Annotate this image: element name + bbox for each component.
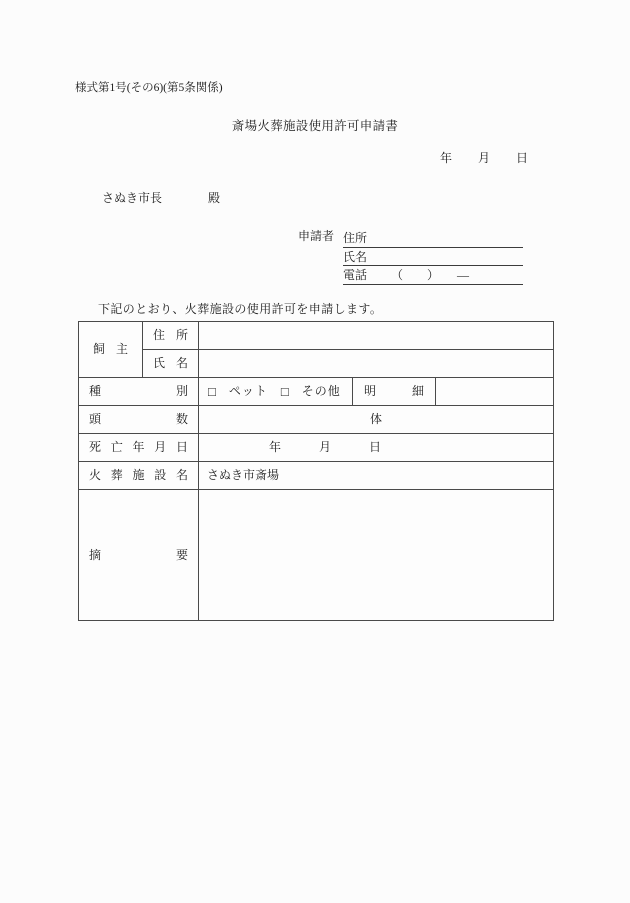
applicant-name-label: 氏名 bbox=[343, 249, 368, 264]
declaration-text: 下記のとおり、火葬施設の使用許可を申請します。 bbox=[98, 302, 383, 316]
kind-label: 種 別 bbox=[89, 384, 188, 399]
summary-label: 摘 要 bbox=[89, 547, 188, 562]
owner-label-cell bbox=[79, 322, 143, 378]
applicant-block bbox=[298, 229, 523, 285]
date-year-label: 年 bbox=[440, 151, 453, 165]
owner-name-value-cell[interactable] bbox=[199, 350, 554, 378]
kind-detail-label-cell bbox=[353, 378, 436, 406]
kind-options-cell bbox=[199, 378, 353, 406]
kind-detail-label: 明 細 bbox=[364, 384, 424, 399]
summary-value-cell[interactable] bbox=[199, 490, 554, 621]
addressee-name: さぬき市長 bbox=[102, 191, 163, 205]
kind-options bbox=[199, 384, 352, 400]
count-value-cell[interactable] bbox=[199, 406, 554, 434]
date-line bbox=[440, 151, 528, 165]
owner-name-label: 氏 名 bbox=[153, 356, 188, 371]
applicant-phone-value: （ ） — bbox=[391, 268, 470, 283]
addressee-line bbox=[102, 191, 220, 205]
applicant-address-field[interactable] bbox=[343, 229, 523, 248]
death-day-label: 日 bbox=[369, 440, 382, 455]
table-row-count bbox=[79, 406, 554, 434]
owner-name-label-cell bbox=[143, 350, 199, 378]
applicant-phone-label: 電話 bbox=[343, 268, 368, 283]
owner-label: 飼 主 bbox=[93, 342, 128, 357]
death-date-value-cell[interactable] bbox=[199, 434, 554, 462]
applicant-phone-field[interactable] bbox=[343, 266, 523, 285]
death-year-label: 年 bbox=[269, 440, 282, 455]
facility-label-cell bbox=[79, 462, 199, 490]
death-date-label: 死 亡 年 月 日 bbox=[89, 440, 188, 455]
applicant-fields bbox=[343, 229, 523, 285]
facility-label: 火 葬 施 設 名 bbox=[89, 468, 188, 483]
table-row-owner-name bbox=[79, 350, 554, 378]
table-row-summary bbox=[79, 490, 554, 621]
applicant-name-field[interactable] bbox=[343, 248, 523, 267]
date-month-label: 月 bbox=[478, 151, 491, 165]
owner-address-label: 住 所 bbox=[153, 328, 188, 343]
death-month-label: 月 bbox=[319, 440, 332, 455]
table-row-owner-address bbox=[79, 322, 554, 350]
owner-address-value-cell[interactable] bbox=[199, 322, 554, 350]
death-date-placeholders bbox=[199, 440, 553, 454]
facility-value-cell bbox=[199, 462, 554, 490]
applicant-address-label: 住所 bbox=[343, 231, 368, 246]
kind-detail-value-cell[interactable] bbox=[436, 378, 554, 406]
kind-option-pet-label: ペット bbox=[228, 384, 268, 399]
table-row-kind bbox=[79, 378, 554, 406]
page-title: 斎場火葬施設使用許可申請書 bbox=[231, 119, 399, 133]
date-day-label: 日 bbox=[516, 151, 529, 165]
death-date-label-cell bbox=[79, 434, 199, 462]
checkbox-other-icon[interactable]: □ bbox=[280, 383, 289, 399]
facility-value: さぬき市斎場 bbox=[207, 468, 280, 483]
count-label: 頭 数 bbox=[89, 412, 188, 427]
table-row-facility bbox=[79, 462, 554, 490]
checkbox-pet-icon[interactable]: □ bbox=[208, 383, 216, 399]
count-unit-label: 体 bbox=[370, 412, 383, 427]
application-table bbox=[78, 321, 554, 621]
kind-option-other-label: その他 bbox=[301, 384, 341, 399]
count-label-cell bbox=[79, 406, 199, 434]
table-row-death-date bbox=[79, 434, 554, 462]
addressee-honorific: 殿 bbox=[208, 191, 221, 205]
owner-address-label-cell bbox=[143, 322, 199, 350]
form-number: 様式第1号(その6)(第5条関係) bbox=[75, 82, 223, 94]
summary-label-cell bbox=[79, 490, 199, 621]
applicant-label: 申請者 bbox=[298, 229, 335, 243]
kind-label-cell bbox=[79, 378, 199, 406]
